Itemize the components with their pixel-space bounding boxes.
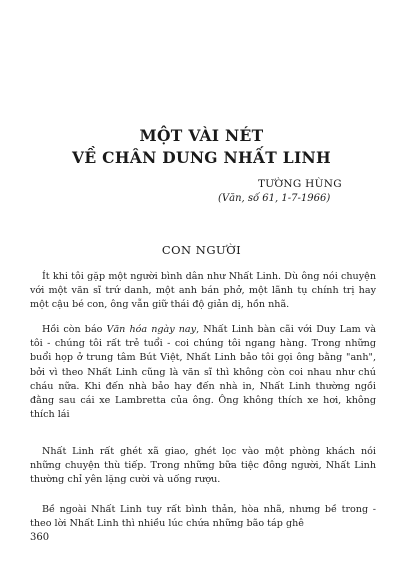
paragraph-2-text-start: Hồi còn báo [42, 324, 107, 335]
paragraph-1 [30, 270, 376, 313]
section-heading: CON NGƯỜI [161, 243, 242, 257]
paragraph-1-text: Ít khi tôi gặp một người bình dân như Nhất Linh. Dù ông nói chuyện với một văn sĩ trứ danh, một anh bán phở, một lãnh tụ chính trị hay một cậu bé con, ông vẫn giữ thái độ giản dị, hồn nhã. [30, 271, 376, 311]
paragraph-3-text: Nhất Linh rất ghét xã giao, ghét lọc vào một phòng khách nói những chuyện thù tiếp. Trong những bữa tiệc đông người, Nhất Linh thường chỉ yên lặng cười và uống rượu. [30, 446, 376, 486]
paragraph-4-text: Bề ngoài Nhất Linh tuy rất bình thản, hòa nhã, nhưng bề trong - theo lời Nhất Linh thì nhiều lúc chứa những bão táp ghê [30, 504, 376, 530]
paragraph-4 [30, 503, 376, 531]
article-title-line-2: VỀ CHÂN DUNG NHẤT LINH [72, 148, 331, 167]
paragraph-2 [30, 323, 376, 422]
magazine-title-italic: Văn hóa ngày nay [106, 324, 197, 335]
author-name: TƯỜNG HÙNG [258, 178, 342, 190]
page-number: 360 [30, 532, 50, 543]
paragraph-3 [30, 445, 376, 488]
paragraph-2-text-rest: , Nhất Linh bàn cãi với Duy Lam và tôi - chúng tôi rất trẻ tuổi - coi chúng tôi ngang hàng. Trong những buổi họp ở trung tâm Bút Việt, Nhất Linh bảo tôi gọi ông bằng "anh", bởi vì theo Nhất Linh cũng là văn sĩ thì không còn coi nhau như chú cháu nữa. Khi đến nhà bảo hay đến nhà in, Nhất Linh thường ngồi đằng sau cái xe Lambretta của ông. Ông không thích xe hơi, không thích lái [30, 324, 376, 421]
article-title-line-1: MỘT VÀI NÉT [139, 126, 264, 145]
source-citation: (Văn, số 61, 1-7-1966) [218, 193, 331, 204]
